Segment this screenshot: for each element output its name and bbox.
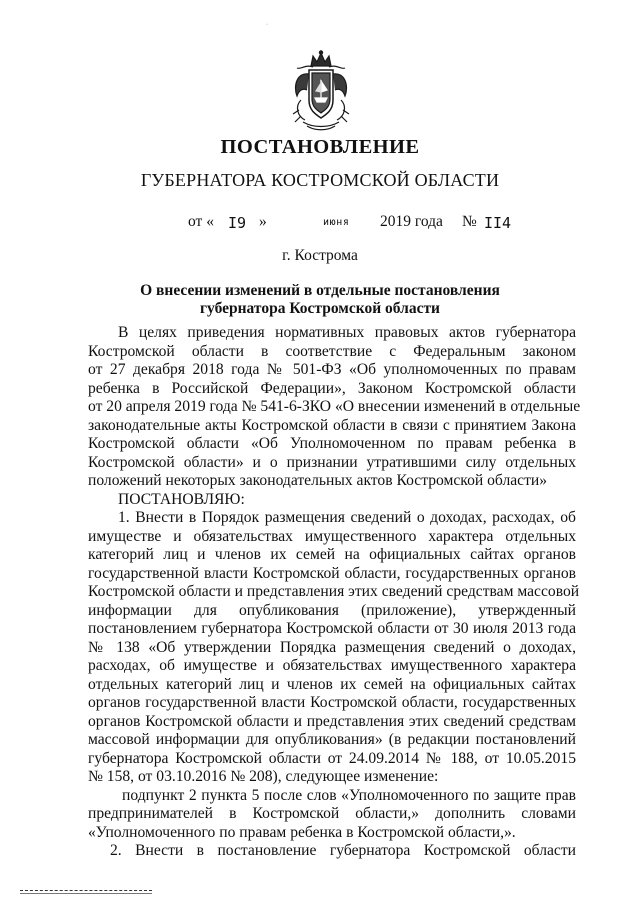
document-heading <box>0 282 640 318</box>
document-number: II4 <box>484 214 512 232</box>
body-line: постановлением губернатора Костромской области от 30 июля 2013 года <box>88 620 576 637</box>
body-line: органов Костромской области и представления этих сведений средствам <box>88 712 576 730</box>
document-city: г. Кострома <box>282 247 358 264</box>
heading-line: губернатора Костромской области <box>200 300 440 317</box>
body-line: предпринимателей в Костромской области,» дополнить словами <box>88 805 576 822</box>
body-line: расходах, об имуществе и обязательствах имущественного характера <box>88 657 576 674</box>
heading-line: О внесении изменений в отдельные постановления <box>140 282 500 299</box>
body-line: 2. Внести в постановление губернатора Костромской области <box>110 842 576 859</box>
document-body <box>88 324 581 861</box>
body-line: губернатора Костромской области от 24.09.2014 № 188, от 10.05.2015 <box>88 749 576 767</box>
body-line: законодательные акты Костромской области в связи с принятием Закона <box>88 416 576 434</box>
date-day: I9 <box>228 214 247 232</box>
body-line: информации для опубликования (приложение), утвержденный <box>88 601 576 619</box>
date-from: от « <box>188 213 214 230</box>
body-line: от 27 декабря 2018 года № 501-ФЗ «Об уполномоченных по правам <box>88 361 576 378</box>
coat-of-arms-emblem <box>287 50 355 132</box>
body-line: 1. Внести в Порядок размещения сведений о доходах, расходах, об <box>118 509 576 526</box>
body-line: государственной власти Костромской области, государственных органов <box>88 564 576 582</box>
body-line: имуществе и обязательствах имущественного характера отдельных <box>88 527 576 545</box>
document-issuer: ГУБЕРНАТОРА КОСТРОМСКОЙ ОБЛАСТИ <box>140 170 500 190</box>
body-line: подпункт 2 пункта 5 после слов «Уполномоченного по защите прав <box>122 786 576 804</box>
body-line: от 20 апреля 2019 года № 541-6-ЗКО «О внесении изменений в отдельные <box>88 398 581 415</box>
date-month: июня <box>323 217 350 228</box>
body-line: категорий лиц и членов их семей на официальных сайтах органов <box>88 546 576 563</box>
number-sign: № <box>462 213 477 230</box>
body-line: Костромской области «Об Уполномоченном по правам ребенка в <box>88 435 576 452</box>
footer-rule <box>20 893 152 894</box>
resolution-word: ПОСТАНОВЛЯЮ: <box>118 490 245 508</box>
body-line: «Уполномоченного по правам ребенка в Костромской области,». <box>88 823 516 841</box>
body-line: органов государственной власти Костромской области, государственных <box>88 694 576 711</box>
scan-dot: · <box>266 22 268 28</box>
body-line: ребенка в Российской Федерации», Законом Костромской области <box>88 379 576 397</box>
body-line: отдельных категорий лиц и членов их семей на официальных сайтах <box>88 675 576 693</box>
footer-rule <box>20 890 152 891</box>
body-line: В целях приведения нормативных правовых актов губернатора <box>118 324 576 341</box>
date-close-quote: » <box>259 213 267 230</box>
body-line: № 138 «Об утверждении Порядка размещения сведений о доходах, <box>88 638 576 656</box>
body-line: массовой информации для опубликования» (в редакции постановлений <box>88 731 576 748</box>
body-line: Костромской области в соответствие с Федеральным законом <box>88 342 576 360</box>
body-line: Костромской области» и о признании утратившими силу отдельных <box>88 453 576 471</box>
body-line: положений некоторых законодательных актов Костромской области» <box>88 472 548 489</box>
body-line: Костромской области и представления этих сведений средствам массовой <box>88 583 580 600</box>
date-year: 2019 года <box>380 213 443 230</box>
body-line: № 158, от 03.10.2016 № 208), следующее изменение: <box>88 768 439 785</box>
document-title: ПОСТАНОВЛЕНИЕ <box>220 136 420 158</box>
